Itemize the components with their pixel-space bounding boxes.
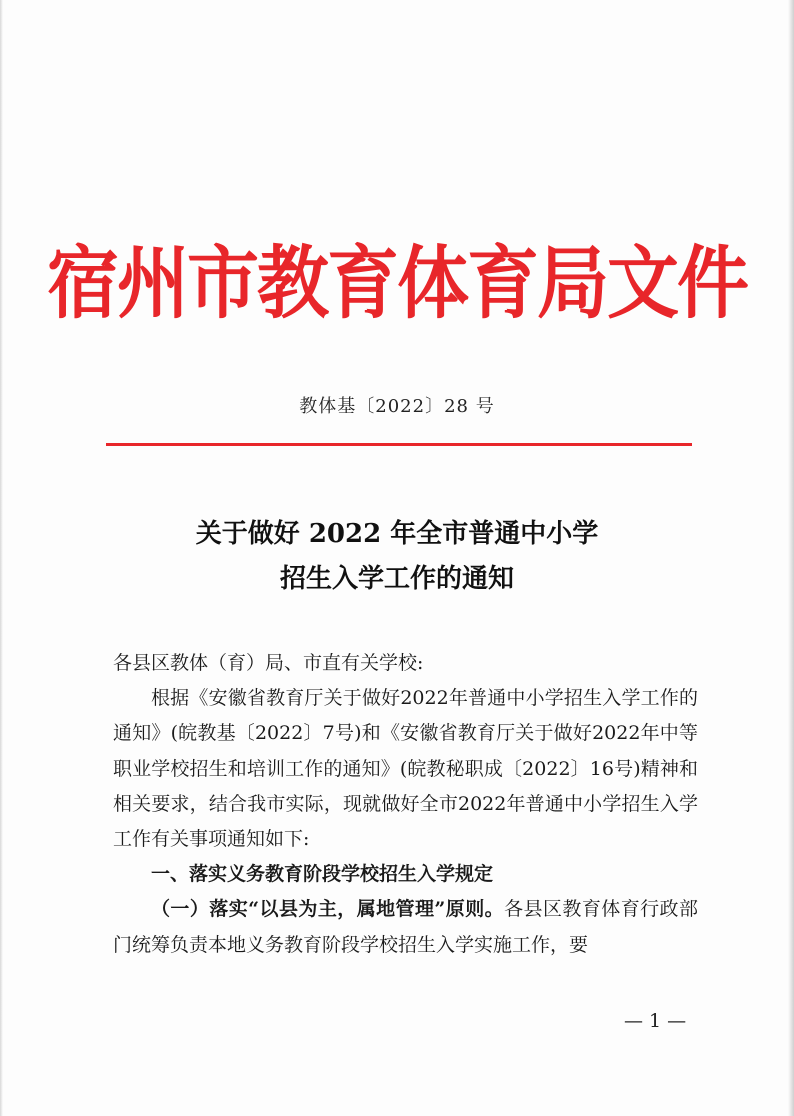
notice-title-line2: 招生入学工作的通知 <box>279 564 514 594</box>
paragraph-section1-item1 <box>113 892 698 962</box>
red-divider-rule <box>106 443 692 446</box>
item-lead-heading: （一）落实“以县为主，属地管理”原则。 <box>151 898 505 921</box>
item-text: 各县区教育体育行政部门统筹负责本地义务教育阶段学校招生入学实施工作，要 <box>113 898 698 956</box>
masthead-title: 宿州市教育体育局文件 <box>46 236 747 330</box>
paragraph-intro: 根据《安徽省教育厅关于做好2022年普通中小学招生入学工作的通知》(皖教基〔2022〕7号)和《安徽省教育厅关于做好2022年中等职业学校招生和培训工作的通知》(皖教秘职成〔2022〕16号)精神和相关要求，结合我市实际，现就做好全市2022年普通中小学招生入学工作有关事项通知如下: <box>113 687 698 851</box>
salutation: 各县区教体（育）局、市直有关学校: <box>113 652 424 674</box>
notice-title <box>0 512 794 602</box>
notice-title-line1: 关于做好 2022 年全市普通中小学 <box>195 519 599 549</box>
section-heading-1: 一、落实义务教育阶段学校招生入学规定 <box>151 863 494 886</box>
document-body <box>113 646 698 963</box>
document-number: 教体基〔2022〕28 号 <box>299 396 495 417</box>
page-number: — 1 — <box>624 1010 687 1032</box>
